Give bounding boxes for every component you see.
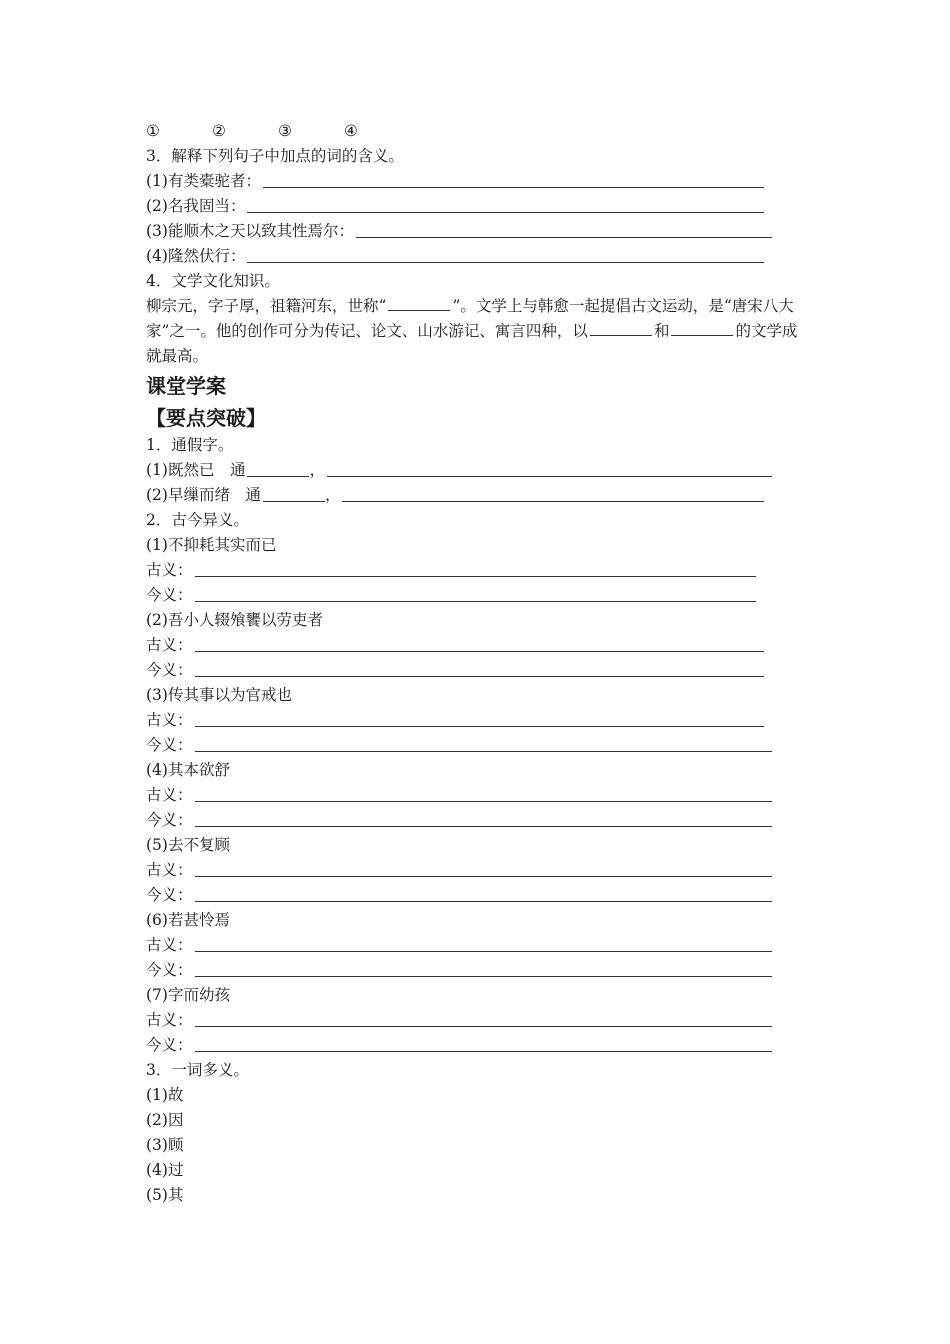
gu-meaning-row — [146, 708, 764, 733]
jin-meaning-row — [146, 958, 772, 983]
gujin-item-4: (4)其本欲舒 — [146, 761, 230, 779]
question-3-item-label: (2)名我固当： — [146, 197, 246, 215]
gu-label: 古义： — [146, 861, 193, 879]
circled-number-row — [146, 119, 810, 144]
jin-label: 今义： — [146, 811, 193, 829]
gu-meaning-row — [146, 558, 756, 583]
gujin-item-3: (3)传其事以为官戒也 — [146, 686, 292, 704]
gu-meaning-row — [146, 933, 772, 958]
q4-text-2: ”。文学上与韩愈一起提倡古文运动，是“唐宋八大家”之一。他的创作可分为传记、论文、山水游记、寓言四种，以 — [146, 297, 794, 340]
question-4-title: 4．文学文化知识。 — [146, 272, 280, 290]
answer-blank[interactable] — [195, 935, 772, 952]
gu-meaning-row — [146, 633, 764, 658]
tongjia-item-2 — [146, 483, 764, 508]
answer-blank[interactable] — [195, 1010, 772, 1027]
duoyi-item-2: (2)因 — [146, 1111, 184, 1129]
answer-blank[interactable] — [195, 560, 756, 577]
comma: ， — [324, 486, 341, 504]
gu-meaning-row — [146, 1008, 772, 1033]
question-3-item-3 — [146, 219, 772, 244]
answer-blank[interactable] — [263, 171, 764, 188]
comma: ， — [309, 461, 325, 479]
document-page — [146, 119, 810, 1208]
q4-text-1: 柳宗元，字子厚，祖籍河东，世称“ — [146, 297, 387, 315]
tongjia-item-1 — [146, 458, 772, 483]
answer-blank[interactable] — [342, 485, 764, 502]
answer-blank[interactable] — [327, 460, 772, 477]
answer-blank[interactable] — [195, 810, 772, 827]
answer-blank[interactable] — [263, 485, 325, 502]
question-3-item-label: (3)能顺木之天以致其性焉尔： — [146, 222, 354, 240]
circled-number-2: ② — [212, 122, 226, 140]
jin-label: 今义： — [146, 586, 193, 604]
question-4-paragraph — [146, 294, 810, 369]
circled-number-1: ① — [146, 122, 160, 140]
answer-blank[interactable] — [590, 319, 652, 336]
gujin-item-7: (7)字而幼孩 — [146, 986, 230, 1004]
jin-meaning-row — [146, 883, 772, 908]
jin-meaning-row — [146, 1033, 772, 1058]
circled-number-3: ③ — [278, 122, 292, 140]
answer-blank[interactable] — [247, 246, 764, 263]
gu-label: 古义： — [146, 1011, 193, 1029]
answer-blank[interactable] — [195, 785, 772, 802]
jin-label: 今义： — [146, 886, 193, 904]
answer-blank[interactable] — [247, 196, 764, 213]
answer-blank[interactable] — [195, 660, 764, 677]
answer-blank[interactable] — [195, 710, 764, 727]
gu-meaning-row — [146, 858, 772, 883]
answer-blank[interactable] — [195, 1035, 772, 1052]
question-3-item-label: (1)有类橐驼者： — [146, 172, 261, 190]
subsection-title: 【要点突破】 — [146, 406, 266, 430]
gu-label: 古义： — [146, 636, 193, 654]
answer-blank[interactable] — [247, 460, 309, 477]
answer-blank[interactable] — [356, 221, 772, 238]
question-3-item-2 — [146, 194, 764, 219]
answer-blank[interactable] — [195, 635, 764, 652]
duoyi-item-3: (3)顾 — [146, 1136, 184, 1154]
q4-text-3: 和 — [653, 322, 670, 340]
jin-meaning-row — [146, 733, 772, 758]
gu-label: 古义： — [146, 711, 193, 729]
question-3-title: 3．解释下列句子中加点的词的含义。 — [146, 147, 404, 165]
duoyi-title: 3．一词多义。 — [146, 1061, 249, 1079]
section-title: 课堂学案 — [146, 374, 226, 398]
answer-blank[interactable] — [195, 585, 756, 602]
duoyi-item-4: (4)过 — [146, 1161, 184, 1179]
jin-label: 今义： — [146, 1036, 193, 1054]
gu-label: 古义： — [146, 561, 193, 579]
answer-blank[interactable] — [388, 294, 450, 311]
gujin-title: 2．古今异义。 — [146, 511, 249, 529]
question-3-item-4 — [146, 244, 764, 269]
duoyi-item-1: (1)故 — [146, 1086, 184, 1104]
gu-meaning-row — [146, 783, 772, 808]
answer-blank[interactable] — [195, 885, 772, 902]
answer-blank[interactable] — [195, 735, 772, 752]
answer-blank[interactable] — [195, 960, 772, 977]
answer-blank[interactable] — [671, 319, 733, 336]
jin-meaning-row — [146, 658, 764, 683]
question-3-item-1 — [146, 169, 764, 194]
gujin-item-5: (5)去不复顾 — [146, 836, 230, 854]
answer-blank[interactable] — [195, 860, 772, 877]
tongjia-item-label: (2)早缫而绪 通 — [146, 486, 261, 504]
q4-text-4: 的文学成就最高。 — [146, 322, 798, 365]
gu-label: 古义： — [146, 786, 193, 804]
jin-label: 今义： — [146, 961, 193, 979]
question-3-item-label: (4)隆然伏行： — [146, 247, 246, 265]
jin-meaning-row — [146, 808, 772, 833]
circled-number-4: ④ — [344, 122, 358, 140]
duoyi-item-5: (5)其 — [146, 1186, 184, 1204]
gujin-item-1: (1)不抑耗其实而已 — [146, 536, 277, 554]
gujin-item-2: (2)吾小人辍飧饔以劳吏者 — [146, 611, 323, 629]
jin-label: 今义： — [146, 661, 193, 679]
jin-label: 今义： — [146, 736, 193, 754]
tongjia-title: 1．通假字。 — [146, 436, 234, 454]
tongjia-item-label: (1)既然已 通 — [146, 461, 246, 479]
gujin-item-6: (6)若甚怜焉 — [146, 911, 230, 929]
gu-label: 古义： — [146, 936, 193, 954]
jin-meaning-row — [146, 583, 756, 608]
